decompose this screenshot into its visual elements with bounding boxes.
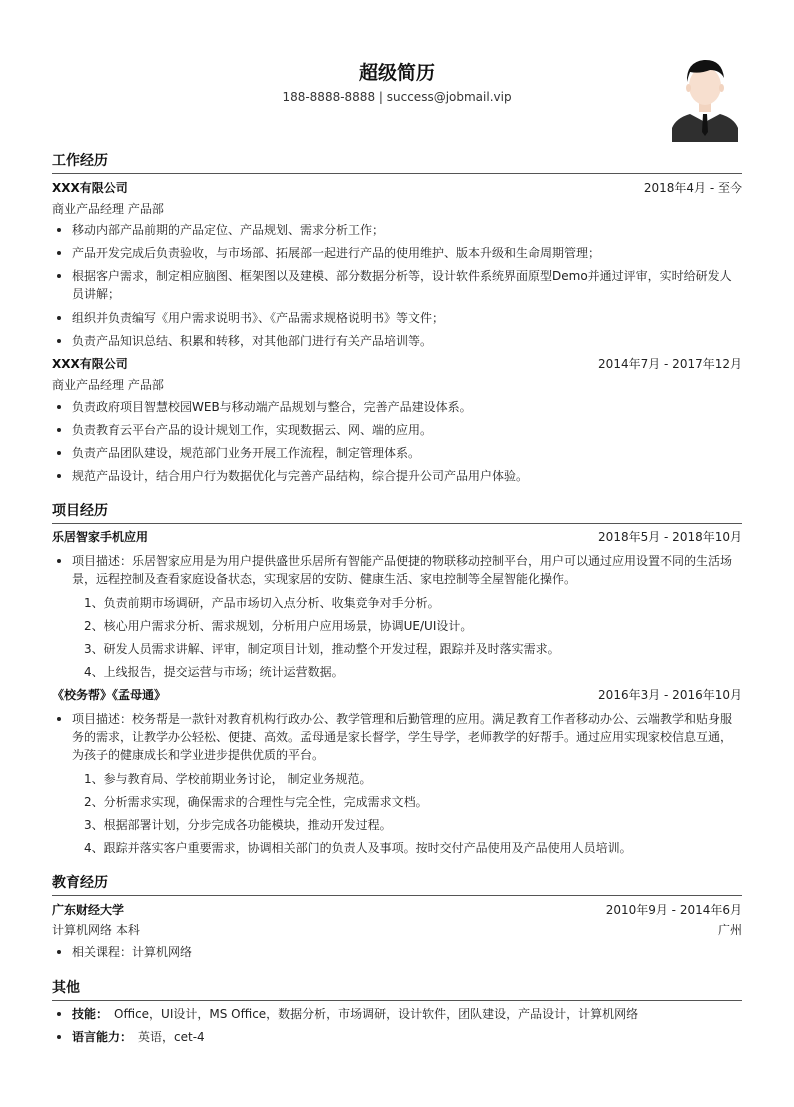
list-item: 相关课程：计算机网络 (72, 943, 742, 961)
job-role: 商业产品经理 产品部 (52, 378, 164, 392)
project-step: 1、参与教育局、学校前期业务讨论， 制定业务规范。 (84, 772, 372, 786)
list-item: 移动内部产品前期的产品定位、产品规划、需求分析工作； (72, 221, 742, 239)
language-item (72, 1028, 742, 1046)
company-name: XXX有限公司 (52, 357, 128, 371)
skills-value: Office，UI设计，MS Office，数据分析，市场调研，设计软件，团队建设，产品设计，计算机网络 (114, 1007, 639, 1021)
work-entry-2-header (52, 355, 742, 373)
list-item: 规范产品设计，结合用户行为数据优化与完善产品结构，综合提升公司产品用户体验。 (72, 467, 742, 485)
education-detail (52, 921, 742, 939)
project-step: 4、跟踪并落实客户重要需求，协调相关部门的负责人及事项。按时交付产品使用及产品使用人员培训。 (84, 841, 632, 855)
contact-info: 188-8888-8888 | success@jobmail.vip (282, 90, 512, 104)
section-title-project: 项目经历 (52, 500, 742, 524)
skills-label: 技能： (72, 1007, 109, 1021)
project-description: 项目描述：校务帮是一款针对教育机构行政办公、教学管理和后勤管理的应用。满足教育工作者移动办公、云端教学和贴身服务的需求，让教学办公轻松、便捷、高效。孟母通是家长督学，学生导学，老师教学的好帮手。通过应用实现家校信息互通，为孩子的健康成长和学业进步提供优质的平台。 (72, 710, 742, 764)
work-entry-1-header (52, 179, 742, 197)
list-item: 产品开发完成后负责验收，与市场部、拓展部一起进行产品的使用维护、版本升级和生命周期管理； (72, 244, 742, 262)
section-title-work: 工作经历 (52, 150, 742, 174)
project-1-header (52, 528, 742, 546)
list-item: 负责政府项目智慧校园WEB与移动端产品规划与整合，完善产品建设体系。 (72, 398, 742, 416)
project-step: 1、负责前期市场调研，产品市场切入点分析、收集竞争对手分析。 (84, 596, 440, 610)
job-role: 商业产品经理 产品部 (52, 202, 164, 216)
section-title-other: 其他 (52, 977, 742, 1001)
period: 2016年3月 - 2016年10月 (598, 688, 742, 702)
school-name: 广东财经大学 (52, 903, 125, 917)
project-name: 《校务帮》《孟母通》 (52, 688, 167, 702)
project-step: 2、核心用户需求分析、需求规划，分析用户应用场景，协调UE/UI设计。 (84, 619, 473, 633)
list-item: 根据客户需求，制定相应脑图、框架图以及建模、部分数据分析等，设计软件系统界面原型Demo并通过评审，实时给研发人员讲解； (72, 267, 742, 303)
project-name: 乐居智家手机应用 (52, 530, 149, 544)
project-step: 3、研发人员需求讲解、评审，制定项目计划，推动整个开发过程，跟踪并及时落实需求。 (84, 642, 560, 656)
period: 2014年7月 - 2017年12月 (598, 357, 742, 371)
list-item: 组织并负责编写《用户需求说明书》、《产品需求规格说明书》等文件； (72, 309, 742, 327)
list-item: 负责教育云平台产品的设计规划工作，实现数据云、网、端的应用。 (72, 421, 742, 439)
city: 广州 (717, 923, 742, 937)
language-value: 英语，cet-4 (138, 1030, 205, 1044)
project-step: 2、分析需求实现，确保需求的合理性与完全性，完成需求文档。 (84, 795, 428, 809)
project-2-header (52, 686, 742, 704)
language-label: 语言能力： (72, 1030, 133, 1044)
period: 2010年9月 - 2014年6月 (605, 903, 742, 917)
list-item: 负责产品知识总结、积累和转移，对其他部门进行有关产品培训等。 (72, 332, 742, 350)
list-item: 负责产品团队建设，规范部门业务开展工作流程，制定管理体系。 (72, 444, 742, 462)
period: 2018年5月 - 2018年10月 (598, 530, 742, 544)
period: 2018年4月 - 至今 (643, 181, 742, 195)
education-header (52, 901, 742, 919)
skills-item (72, 1005, 742, 1023)
project-step: 4、上线报告，提交运营与市场；统计运营数据。 (84, 665, 344, 679)
project-description: 项目描述：乐居智家应用是为用户提供盛世乐居所有智能产品便捷的物联移动控制平台，用户可以通过应用设置不同的生活场景，远程控制及查看家庭设备状态，实现家居的安防、健康生活、家电控制等全屋智能化操作。 (72, 552, 742, 588)
avatar (670, 52, 740, 142)
company-name: XXX有限公司 (52, 181, 128, 195)
section-title-education: 教育经历 (52, 872, 742, 896)
resume-name: 超级简历 (358, 62, 435, 84)
major: 计算机网络 本科 (52, 923, 140, 937)
project-step: 3、根据部署计划，分步完成各功能模块，推动开发过程。 (84, 818, 392, 832)
